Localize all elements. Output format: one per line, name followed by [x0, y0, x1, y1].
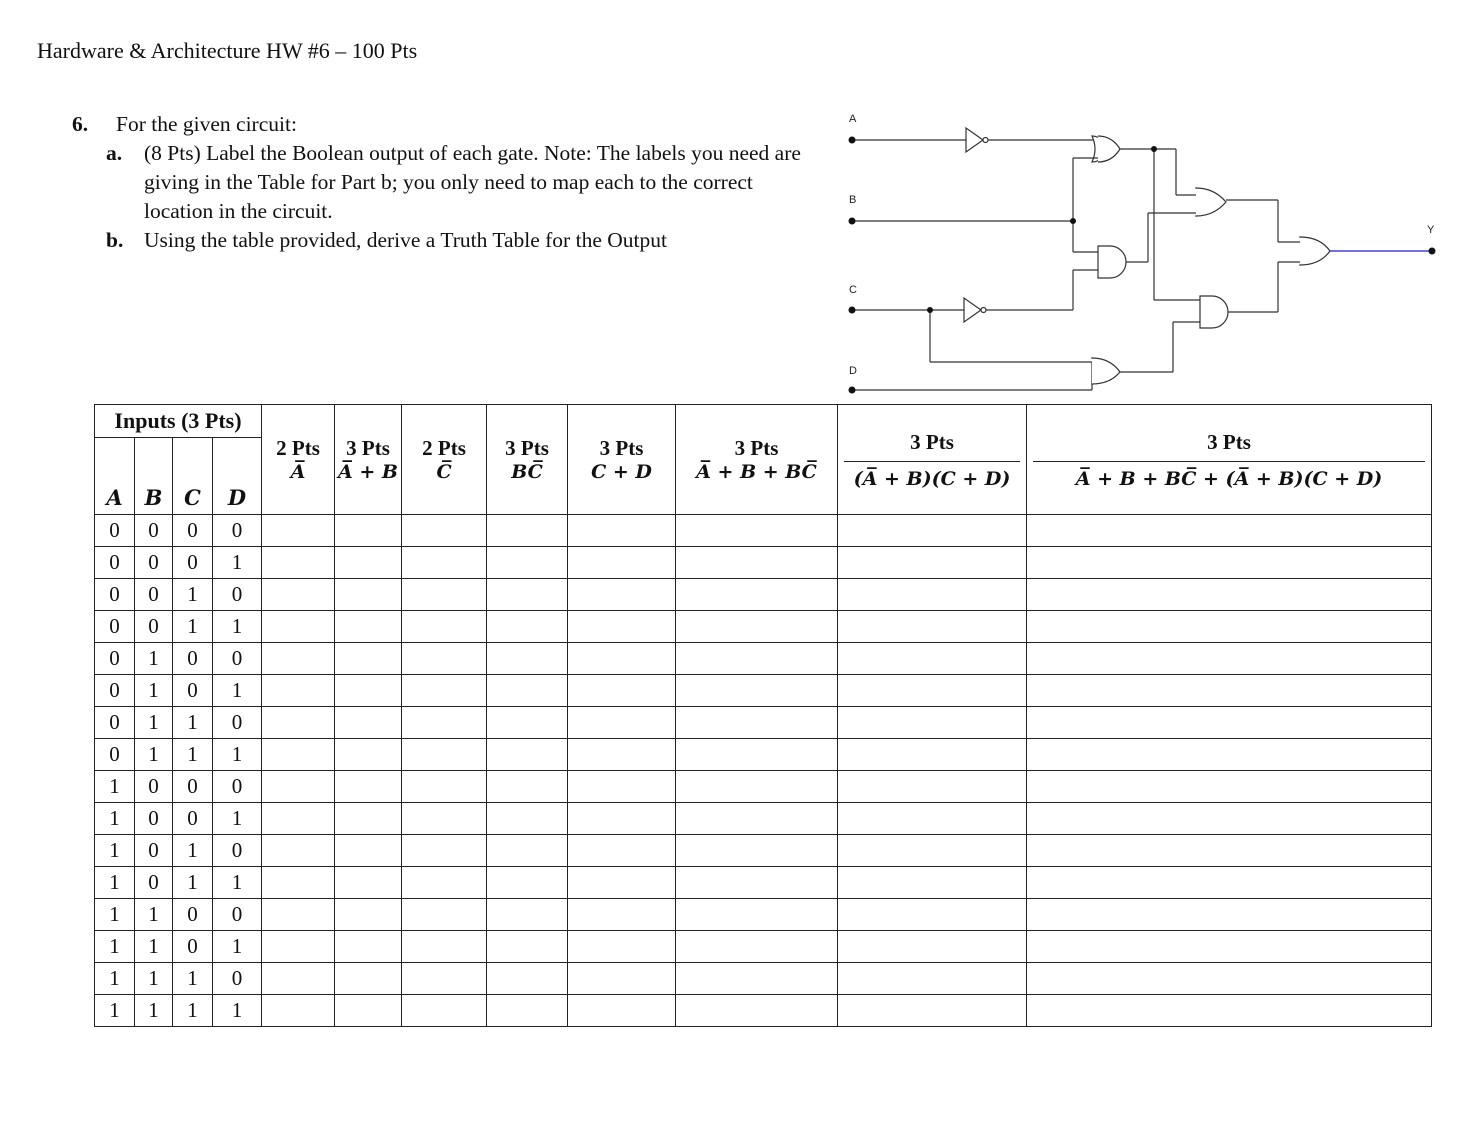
answer-cell[interactable]: [262, 579, 335, 611]
answer-cell[interactable]: [838, 771, 1027, 803]
input-cell: 1: [213, 675, 262, 707]
input-cell: 1: [95, 803, 135, 835]
input-cell: 0: [213, 963, 262, 995]
answer-cell[interactable]: [838, 931, 1027, 963]
input-node-a: [849, 137, 856, 144]
input-cell: 0: [95, 611, 135, 643]
answer-cell[interactable]: [568, 963, 676, 995]
input-cell: 0: [95, 515, 135, 547]
answer-cell[interactable]: [676, 643, 838, 675]
answer-cell[interactable]: [402, 771, 487, 803]
input-cell: 0: [173, 547, 213, 579]
input-cell: 1: [213, 803, 262, 835]
answer-cell[interactable]: [487, 643, 568, 675]
not-gate-c: [964, 298, 981, 322]
input-cell: 1: [173, 835, 213, 867]
col-b-and-not-c-pts: 3 Pts: [505, 436, 549, 460]
answer-cell[interactable]: [262, 835, 335, 867]
col-a-header: A: [95, 438, 135, 515]
answer-cell[interactable]: [1027, 611, 1432, 643]
input-cell: 0: [95, 643, 135, 675]
answer-cell[interactable]: [1027, 867, 1432, 899]
input-cell: 1: [135, 995, 173, 1027]
col-product-rule: [844, 461, 1020, 462]
input-cell: 1: [173, 611, 213, 643]
answer-cell[interactable]: [402, 739, 487, 771]
answer-cell[interactable]: [487, 739, 568, 771]
table-row: [95, 675, 1432, 707]
input-cell: 0: [135, 547, 173, 579]
input-node-b: [849, 218, 856, 225]
input-cell: 1: [213, 611, 262, 643]
input-cell: 1: [173, 579, 213, 611]
input-cell: 0: [213, 643, 262, 675]
input-cell: 0: [95, 675, 135, 707]
answer-cell[interactable]: [402, 707, 487, 739]
answer-cell[interactable]: [487, 803, 568, 835]
answer-cell[interactable]: [1027, 675, 1432, 707]
table-row: [95, 899, 1432, 931]
answer-cell[interactable]: [335, 835, 402, 867]
answer-cell[interactable]: [676, 611, 838, 643]
answer-cell[interactable]: [838, 547, 1027, 579]
table-row: [95, 995, 1432, 1027]
input-cell: 1: [95, 963, 135, 995]
answer-cell[interactable]: [838, 803, 1027, 835]
answer-cell[interactable]: [1027, 739, 1432, 771]
col-c-or-d: [568, 405, 676, 515]
answer-cell[interactable]: [262, 899, 335, 931]
answer-cell[interactable]: [838, 835, 1027, 867]
answer-cell[interactable]: [1027, 899, 1432, 931]
answer-cell[interactable]: [262, 771, 335, 803]
part-b-text: Using the table provided, derive a Truth Table for the Output: [144, 228, 667, 252]
answer-cell[interactable]: [487, 867, 568, 899]
col-output-rule: [1033, 461, 1425, 462]
answer-cell[interactable]: [335, 931, 402, 963]
answer-cell[interactable]: [676, 771, 838, 803]
answer-cell[interactable]: [335, 611, 402, 643]
answer-cell[interactable]: [262, 867, 335, 899]
col-b-and-not-c-expr: BC̅: [511, 461, 543, 483]
answer-cell[interactable]: [676, 931, 838, 963]
answer-cell[interactable]: [1027, 931, 1432, 963]
answer-cell[interactable]: [568, 707, 676, 739]
question-block: [72, 110, 832, 255]
input-cell: 0: [173, 771, 213, 803]
answer-cell[interactable]: [568, 771, 676, 803]
table-row: [95, 867, 1432, 899]
answer-cell[interactable]: [262, 675, 335, 707]
and-gate-bc: [1098, 246, 1126, 278]
answer-cell[interactable]: [402, 835, 487, 867]
table-row: [95, 739, 1432, 771]
part-b: [106, 226, 832, 255]
input-cell: 1: [135, 675, 173, 707]
junction-c: [927, 307, 933, 313]
answer-cell[interactable]: [568, 547, 676, 579]
answer-cell[interactable]: [262, 515, 335, 547]
answer-cell[interactable]: [568, 931, 676, 963]
answer-cell[interactable]: [402, 803, 487, 835]
answer-cell[interactable]: [262, 803, 335, 835]
col-output-pts: 3 Pts: [1207, 429, 1251, 454]
answer-cell[interactable]: [676, 739, 838, 771]
part-b-label: b.: [106, 228, 124, 252]
answer-cell[interactable]: [1027, 707, 1432, 739]
question-lead: For the given circuit:: [116, 112, 297, 136]
input-cell: 1: [213, 931, 262, 963]
col-c-or-d-pts: 3 Pts: [599, 436, 644, 460]
input-cell: 1: [135, 931, 173, 963]
col-output: [1027, 405, 1432, 515]
label-b: B: [849, 194, 857, 206]
answer-cell[interactable]: [838, 675, 1027, 707]
answer-cell[interactable]: [335, 963, 402, 995]
answer-cell[interactable]: [335, 643, 402, 675]
label-y: Y: [1427, 224, 1435, 236]
answer-cell[interactable]: [262, 931, 335, 963]
col-b-header: B: [135, 438, 173, 515]
input-cell: 1: [213, 547, 262, 579]
answer-cell[interactable]: [402, 867, 487, 899]
answer-cell[interactable]: [487, 995, 568, 1027]
input-cell: 0: [213, 707, 262, 739]
input-node-d: [849, 387, 856, 394]
input-cell: 0: [95, 707, 135, 739]
part-a-text: (8 Pts) Label the Boolean output of each gate. Note: The labels you need are giving in the Table for Part b; you only need to map each to the correct location in the circuit.: [144, 141, 801, 223]
answer-cell[interactable]: [676, 579, 838, 611]
answer-cell[interactable]: [487, 515, 568, 547]
col-product-expr: (A̅ + B)(C + D): [853, 467, 1011, 490]
table-row: [95, 803, 1432, 835]
col-product: [838, 405, 1027, 515]
label-c: C: [849, 284, 857, 296]
col-sum-1: [676, 405, 838, 515]
answer-cell[interactable]: [402, 899, 487, 931]
input-cell: 0: [173, 515, 213, 547]
answer-cell[interactable]: [335, 547, 402, 579]
input-cell: 1: [95, 931, 135, 963]
answer-cell[interactable]: [568, 995, 676, 1027]
col-output-expr: A̅ + B + BC̅ + (A̅ + B)(C + D): [1075, 467, 1383, 490]
answer-cell[interactable]: [262, 995, 335, 1027]
input-cell: 0: [213, 515, 262, 547]
input-cell: 1: [135, 707, 173, 739]
answer-cell[interactable]: [487, 579, 568, 611]
answer-cell[interactable]: [335, 579, 402, 611]
col-not-a-or-b: [335, 405, 402, 515]
answer-cell[interactable]: [335, 803, 402, 835]
col-c-header: C: [173, 438, 213, 515]
input-cell: 0: [135, 803, 173, 835]
answer-cell[interactable]: [335, 707, 402, 739]
input-cell: 0: [213, 899, 262, 931]
input-cell: 1: [135, 899, 173, 931]
answer-cell[interactable]: [262, 547, 335, 579]
question-number: 6.: [72, 112, 89, 136]
answer-cell[interactable]: [568, 675, 676, 707]
input-cell: 0: [213, 579, 262, 611]
junction-or1: [1151, 146, 1157, 152]
input-cell: 1: [95, 771, 135, 803]
answer-cell[interactable]: [262, 611, 335, 643]
answer-cell[interactable]: [838, 515, 1027, 547]
input-cell: 0: [173, 803, 213, 835]
input-cell: 0: [95, 579, 135, 611]
table-row: [95, 515, 1432, 547]
col-b-and-not-c: [487, 405, 568, 515]
answer-cell[interactable]: [487, 547, 568, 579]
inputs-title: Inputs (3 Pts): [95, 405, 262, 438]
output-node-y: [1429, 248, 1436, 255]
answer-cell[interactable]: [402, 995, 487, 1027]
answer-cell[interactable]: [335, 739, 402, 771]
part-a: [106, 139, 832, 226]
table-row: [95, 963, 1432, 995]
answer-cell[interactable]: [838, 611, 1027, 643]
answer-cell[interactable]: [487, 931, 568, 963]
table-row: [95, 611, 1432, 643]
junction-b: [1070, 218, 1076, 224]
input-cell: 1: [213, 995, 262, 1027]
answer-cell[interactable]: [262, 707, 335, 739]
answer-cell[interactable]: [487, 771, 568, 803]
answer-cell[interactable]: [402, 643, 487, 675]
answer-cell[interactable]: [568, 739, 676, 771]
input-cell: 1: [173, 707, 213, 739]
answer-cell[interactable]: [568, 867, 676, 899]
answer-cell[interactable]: [838, 707, 1027, 739]
not-gate-a: [966, 128, 983, 152]
answer-cell[interactable]: [676, 803, 838, 835]
col-not-c-pts: 2 Pts: [422, 436, 466, 460]
input-cell: 0: [135, 867, 173, 899]
answer-cell[interactable]: [262, 963, 335, 995]
and-gate-2: [1200, 296, 1228, 328]
answer-cell[interactable]: [1027, 579, 1432, 611]
input-cell: 1: [173, 995, 213, 1027]
answer-cell[interactable]: [568, 835, 676, 867]
col-not-a-expr: A̅: [290, 461, 306, 483]
answer-cell[interactable]: [838, 643, 1027, 675]
col-not-c: [402, 405, 487, 515]
table-row: [95, 643, 1432, 675]
answer-cell[interactable]: [1027, 803, 1432, 835]
answer-cell[interactable]: [402, 675, 487, 707]
answer-cell[interactable]: [487, 899, 568, 931]
answer-cell[interactable]: [335, 515, 402, 547]
answer-cell[interactable]: [262, 643, 335, 675]
answer-cell[interactable]: [402, 931, 487, 963]
input-cell: 1: [135, 739, 173, 771]
answer-cell[interactable]: [262, 739, 335, 771]
answer-cell[interactable]: [1027, 995, 1432, 1027]
input-cell: 0: [135, 835, 173, 867]
document-header: Hardware & Architecture HW #6 – 100 Pts: [37, 38, 418, 63]
table-row: [95, 931, 1432, 963]
answer-cell[interactable]: [487, 675, 568, 707]
answer-cell[interactable]: [402, 611, 487, 643]
answer-cell[interactable]: [1027, 771, 1432, 803]
answer-cell[interactable]: [568, 803, 676, 835]
answer-cell[interactable]: [676, 867, 838, 899]
answer-cell[interactable]: [676, 835, 838, 867]
answer-cell[interactable]: [676, 515, 838, 547]
answer-cell[interactable]: [838, 579, 1027, 611]
col-product-pts: 3 Pts: [910, 429, 954, 454]
input-cell: 1: [173, 963, 213, 995]
input-cell: 0: [135, 579, 173, 611]
input-cell: 0: [173, 675, 213, 707]
answer-cell[interactable]: [838, 899, 1027, 931]
col-not-a-or-b-pts: 3 Pts: [346, 436, 390, 460]
col-not-a: [262, 405, 335, 515]
part-a-label: a.: [106, 141, 123, 165]
col-not-a-pts: 2 Pts: [276, 436, 320, 460]
input-cell: 1: [95, 995, 135, 1027]
input-cell: 1: [213, 867, 262, 899]
input-node-c: [849, 307, 856, 314]
input-cell: 1: [95, 835, 135, 867]
input-cell: 0: [173, 643, 213, 675]
answer-cell[interactable]: [335, 899, 402, 931]
table-row: [95, 771, 1432, 803]
answer-cell[interactable]: [568, 643, 676, 675]
col-not-c-expr: C̅: [436, 461, 452, 483]
input-cell: 0: [173, 931, 213, 963]
table-row: [95, 579, 1432, 611]
answer-cell[interactable]: [838, 867, 1027, 899]
input-cell: 0: [135, 771, 173, 803]
answer-cell[interactable]: [402, 963, 487, 995]
truth-table: [94, 404, 1432, 1027]
answer-cell[interactable]: [1027, 963, 1432, 995]
answer-cell[interactable]: [568, 899, 676, 931]
answer-cell[interactable]: [1027, 643, 1432, 675]
answer-cell[interactable]: [402, 547, 487, 579]
col-not-a-or-b-expr: A̅ + B: [338, 461, 398, 483]
input-cell: 1: [173, 867, 213, 899]
answer-cell[interactable]: [1027, 835, 1432, 867]
input-cell: 1: [135, 643, 173, 675]
table-row: [95, 547, 1432, 579]
col-sum-1-expr: A̅ + B + BC̅: [696, 461, 817, 483]
answer-cell[interactable]: [487, 835, 568, 867]
answer-cell[interactable]: [568, 515, 676, 547]
answer-cell[interactable]: [676, 899, 838, 931]
answer-cell[interactable]: [335, 867, 402, 899]
table-row: [95, 835, 1432, 867]
input-cell: 0: [95, 547, 135, 579]
input-cell: 0: [95, 739, 135, 771]
input-cell: 0: [135, 515, 173, 547]
col-sum-1-pts: 3 Pts: [734, 436, 779, 460]
answer-cell[interactable]: [1027, 515, 1432, 547]
logic-circuit-diagram: [830, 100, 1450, 400]
answer-cell[interactable]: [568, 579, 676, 611]
answer-cell[interactable]: [676, 707, 838, 739]
label-d: D: [849, 365, 857, 377]
answer-cell[interactable]: [676, 547, 838, 579]
answer-cell[interactable]: [487, 611, 568, 643]
answer-cell[interactable]: [676, 995, 838, 1027]
answer-cell[interactable]: [568, 611, 676, 643]
input-cell: 0: [213, 771, 262, 803]
answer-cell[interactable]: [402, 579, 487, 611]
col-d-header: D: [213, 438, 262, 515]
not-gate-a-bubble: [983, 138, 988, 143]
input-cell: 0: [213, 835, 262, 867]
input-cell: 1: [95, 867, 135, 899]
answer-cell[interactable]: [676, 675, 838, 707]
answer-cell[interactable]: [1027, 547, 1432, 579]
answer-cell[interactable]: [487, 707, 568, 739]
answer-cell[interactable]: [838, 739, 1027, 771]
table-row: [95, 707, 1432, 739]
input-cell: 0: [135, 611, 173, 643]
answer-cell[interactable]: [838, 995, 1027, 1027]
label-a: A: [849, 113, 857, 125]
answer-cell[interactable]: [335, 995, 402, 1027]
input-cell: 1: [173, 739, 213, 771]
answer-cell[interactable]: [676, 963, 838, 995]
input-cell: 0: [173, 899, 213, 931]
answer-cell[interactable]: [335, 675, 402, 707]
answer-cell[interactable]: [335, 771, 402, 803]
input-cell: 1: [95, 899, 135, 931]
input-cell: 1: [213, 739, 262, 771]
answer-cell[interactable]: [487, 963, 568, 995]
answer-cell[interactable]: [402, 515, 487, 547]
col-c-or-d-expr: C + D: [591, 461, 652, 483]
input-cell: 1: [135, 963, 173, 995]
answer-cell[interactable]: [838, 963, 1027, 995]
